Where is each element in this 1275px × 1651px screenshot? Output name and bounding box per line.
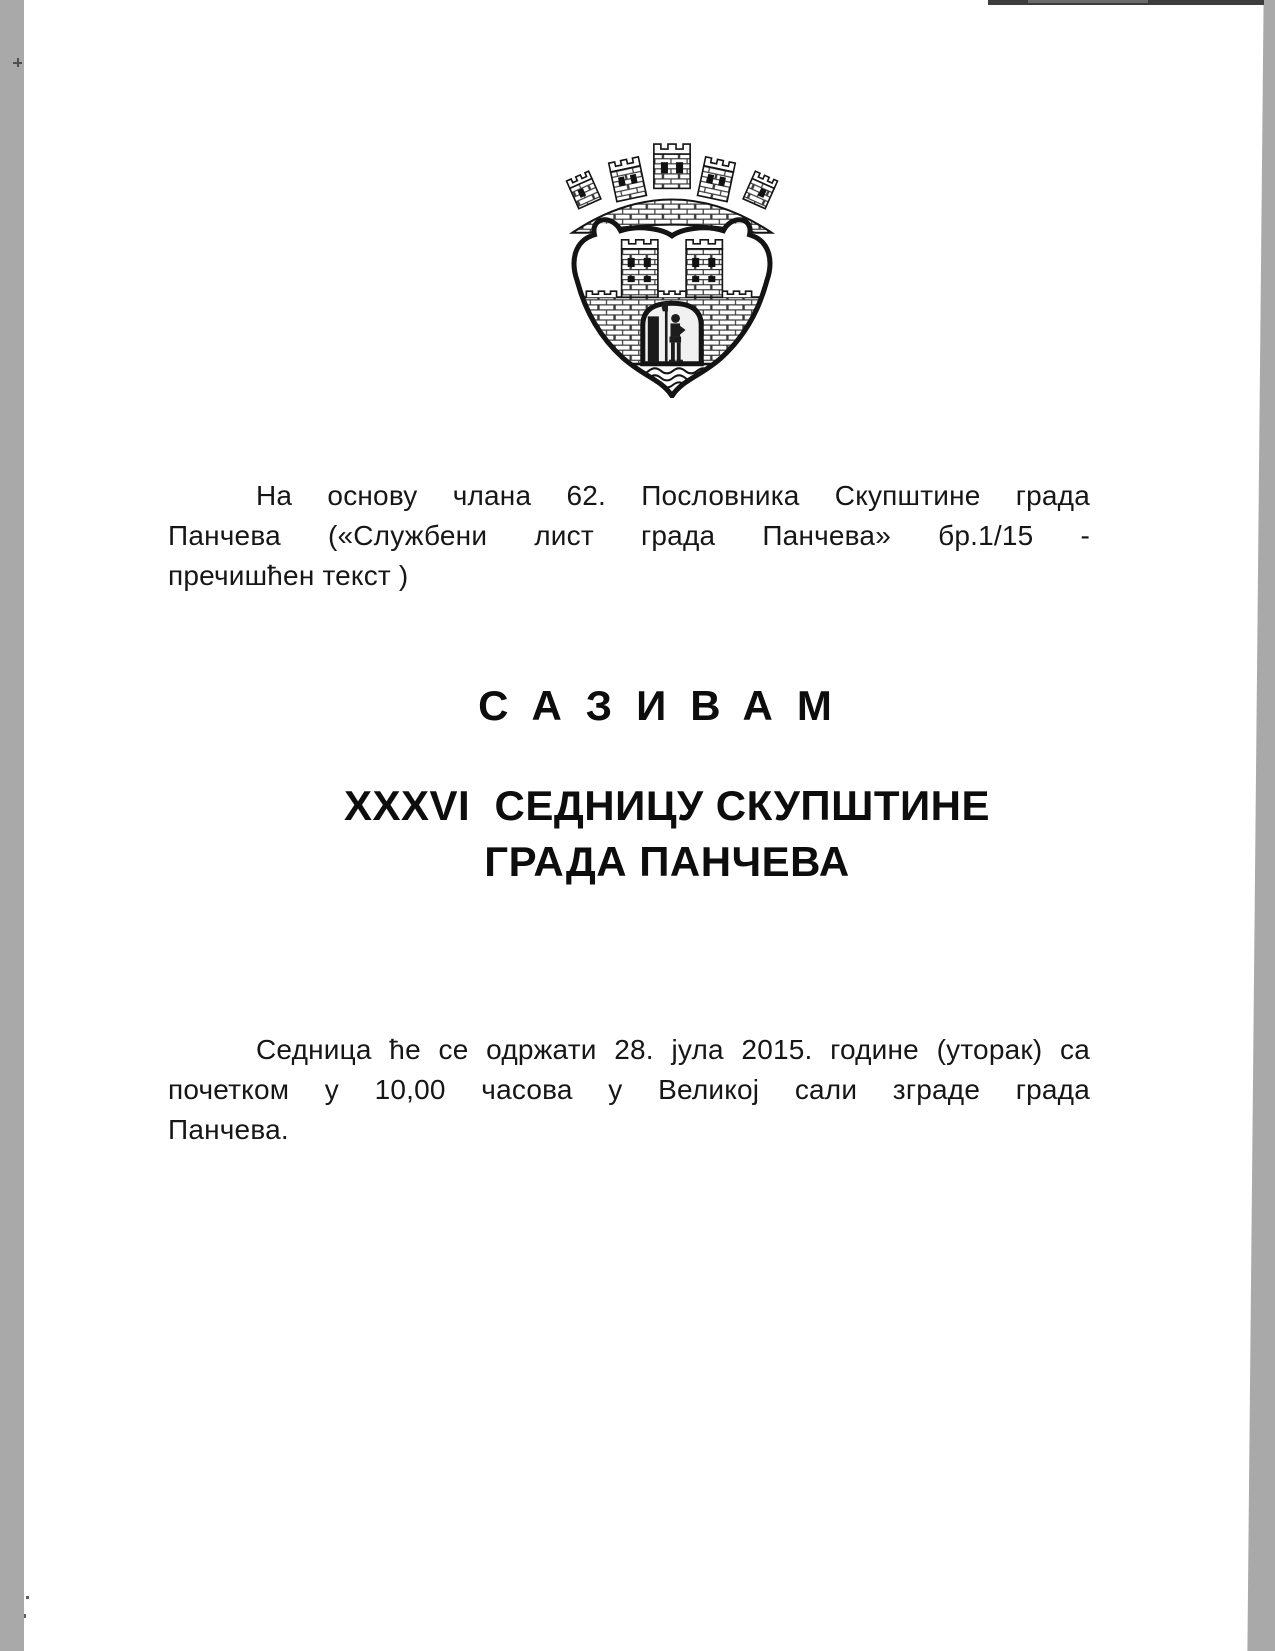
paragraph-line: Седница ће се одржати 28. јула 2015. године (уторак) са: [256, 1034, 1090, 1065]
session-heading: [206, 778, 1128, 890]
session-heading-line2: ГРАДА ПАНЧЕВА: [484, 838, 850, 885]
session-heading-line1: XXXVI СЕДНИЦУ СКУПШТИНЕ: [343, 782, 991, 829]
intro-paragraph: [168, 476, 1090, 596]
paragraph-line: Панчева.: [168, 1114, 289, 1145]
scan-top-edge-shadow: [988, 0, 1264, 5]
pancevo-coat-of-arms-icon: [565, 138, 779, 398]
paragraph-line: пречишћен текст ): [168, 560, 409, 591]
scan-speck: [26, 1596, 29, 1599]
scan-right-edge-band: [1245, 0, 1275, 1651]
paragraph-line: Панчева («Службени лист града Панчева» бр.1/15 -: [168, 520, 1090, 551]
document-title: САЗИВАМ: [478, 682, 856, 729]
body-paragraph: [168, 1030, 1090, 1150]
shield-field: [566, 224, 778, 398]
paragraph-line: почетком у 10,00 часова у Великој сали зграде града: [168, 1074, 1090, 1105]
paragraph-line: На основу члана 62. Пословника Скупштине града: [256, 480, 1090, 511]
scan-speck: [24, 1614, 26, 1618]
scan-left-edge-band: [0, 0, 24, 1651]
scan-speck: [13, 58, 22, 67]
